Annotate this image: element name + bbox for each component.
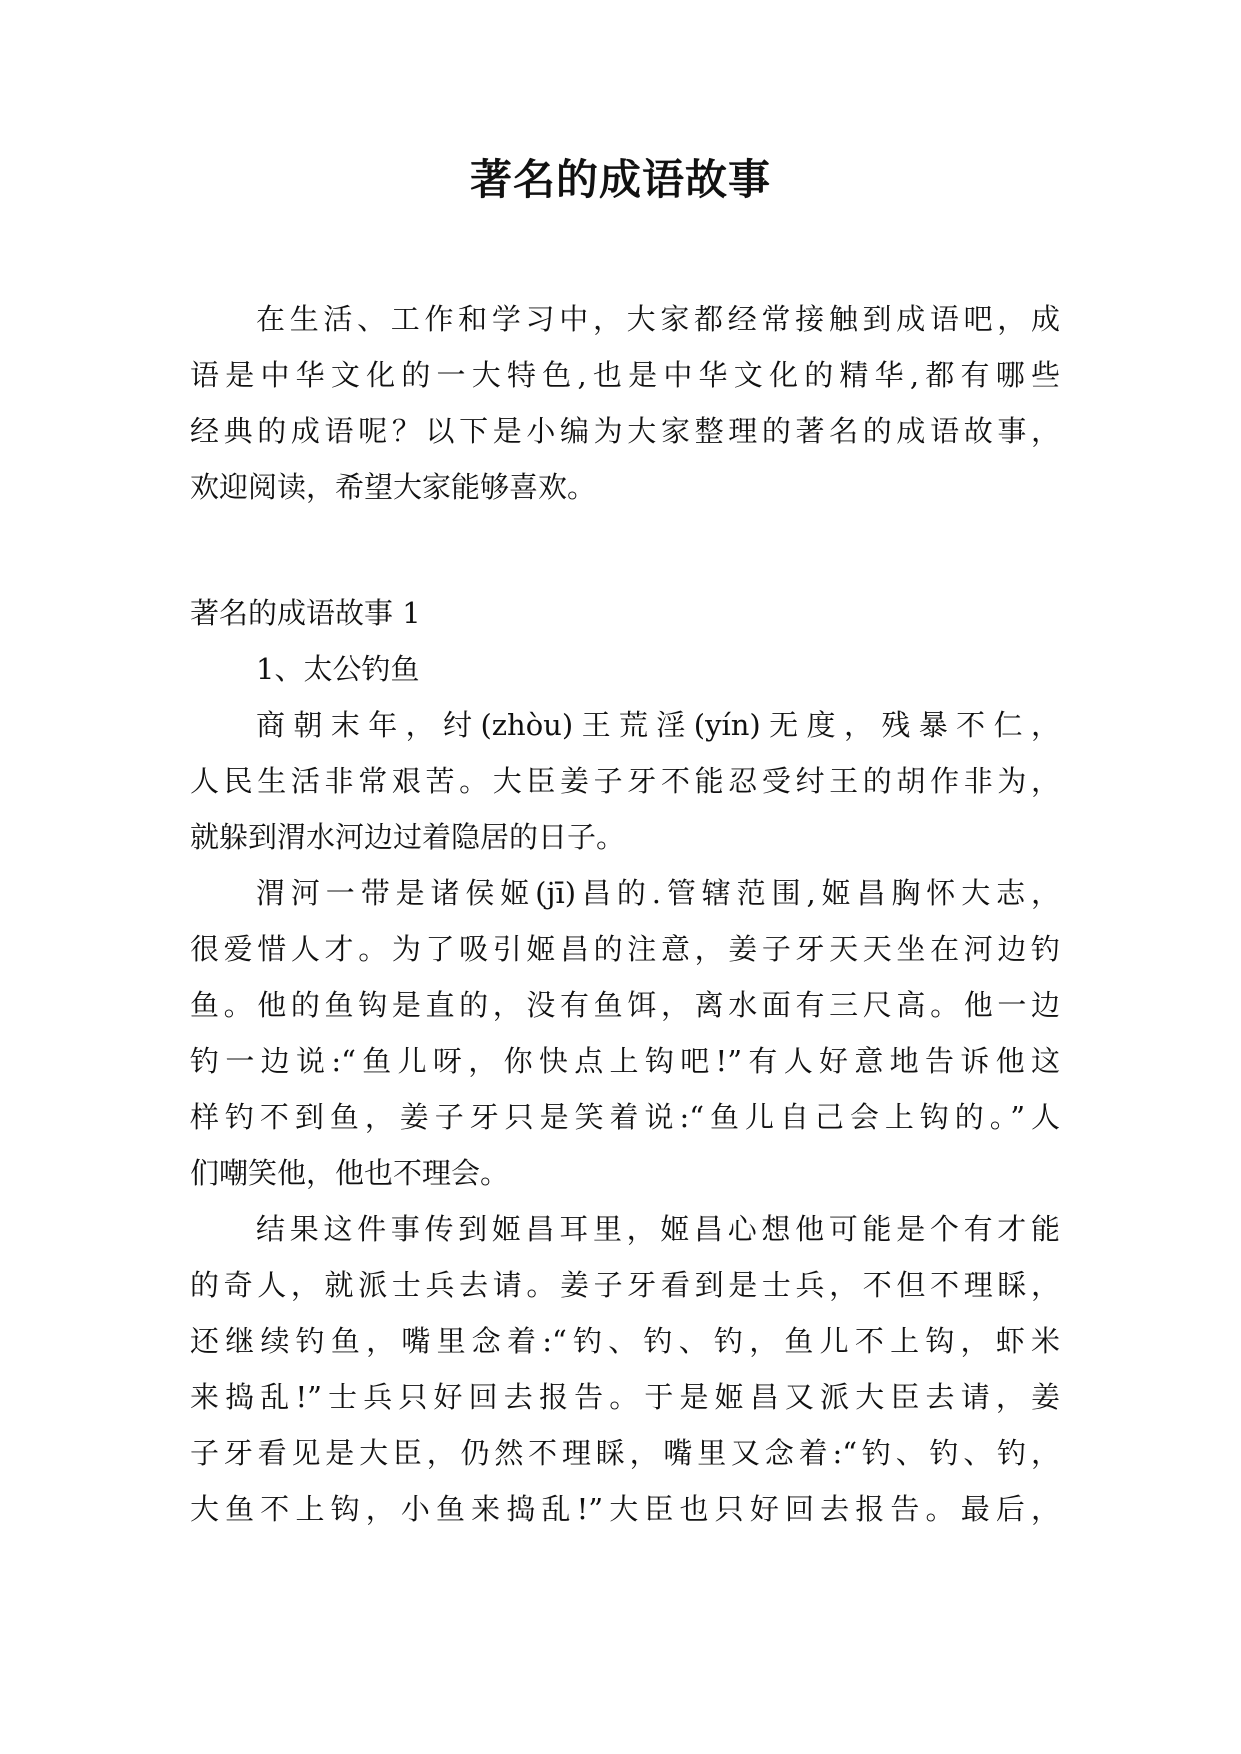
- story-paragraph-1: [190, 697, 1060, 865]
- story-section: [190, 585, 1060, 1537]
- paragraph-line: 们嘲笑他，他也不理会。: [190, 1156, 510, 1190]
- section-heading: 著名的成语故事 1: [190, 596, 421, 630]
- story-paragraph-2: [190, 865, 1060, 1201]
- paragraph-line: 大鱼不上钩，小鱼来捣乱!”大臣也只好回去报告。最后，: [190, 1492, 1060, 1526]
- intro-paragraph: [190, 291, 1060, 515]
- intro-line: 经典的成语呢？以下是小编为大家整理的著名的成语故事，: [190, 414, 1060, 448]
- paragraph-line: 钓一边说:“鱼儿呀，你快点上钩吧!”有人好意地告诉他这: [190, 1044, 1060, 1078]
- paragraph-line: 结果这件事传到姬昌耳里，姬昌心想他可能是个有才能: [256, 1212, 1060, 1246]
- document-title: 著名的成语故事: [469, 155, 771, 204]
- intro-line: 欢迎阅读，希望大家能够喜欢。: [190, 470, 597, 504]
- paragraph-line: 就躲到渭水河边过着隐居的日子。: [190, 820, 626, 854]
- story-heading: 1、太公钓鱼: [256, 652, 420, 686]
- paragraph-line: 渭河一带是诸侯姬(jī)昌的.管辖范围,姬昌胸怀大志，: [256, 876, 1060, 910]
- paragraph-line: 来捣乱!”士兵只好回去报告。于是姬昌又派大臣去请，姜: [190, 1380, 1060, 1414]
- paragraph-line: 还继续钓鱼，嘴里念着:“钓、钓、钓，鱼儿不上钩，虾米: [190, 1324, 1060, 1358]
- paragraph-line: 子牙看见是大臣，仍然不理睬，嘴里又念着:“钓、钓、钓，: [190, 1436, 1060, 1470]
- paragraph-line: 人民生活非常艰苦。大臣姜子牙不能忍受纣王的胡作非为，: [190, 764, 1060, 798]
- paragraph-line: 鱼。他的鱼钩是直的，没有鱼饵，离水面有三尺高。他一边: [190, 988, 1060, 1022]
- paragraph-line: 很爱惜人才。为了吸引姬昌的注意，姜子牙天天坐在河边钓: [190, 932, 1060, 966]
- paragraph-line: 样钓不到鱼，姜子牙只是笑着说:“鱼儿自己会上钩的。”人: [190, 1100, 1060, 1134]
- intro-line: 语是中华文化的一大特色,也是中华文化的精华,都有哪些: [190, 358, 1060, 392]
- intro-line: 在生活、工作和学习中，大家都经常接触到成语吧，成: [256, 302, 1060, 336]
- paragraph-line: 的奇人，就派士兵去请。姜子牙看到是士兵，不但不理睬，: [190, 1268, 1060, 1302]
- story-paragraph-3: [190, 1201, 1060, 1537]
- paragraph-line: 商朝末年，纣(zhòu)王荒淫(yín)无度，残暴不仁，: [256, 708, 1060, 742]
